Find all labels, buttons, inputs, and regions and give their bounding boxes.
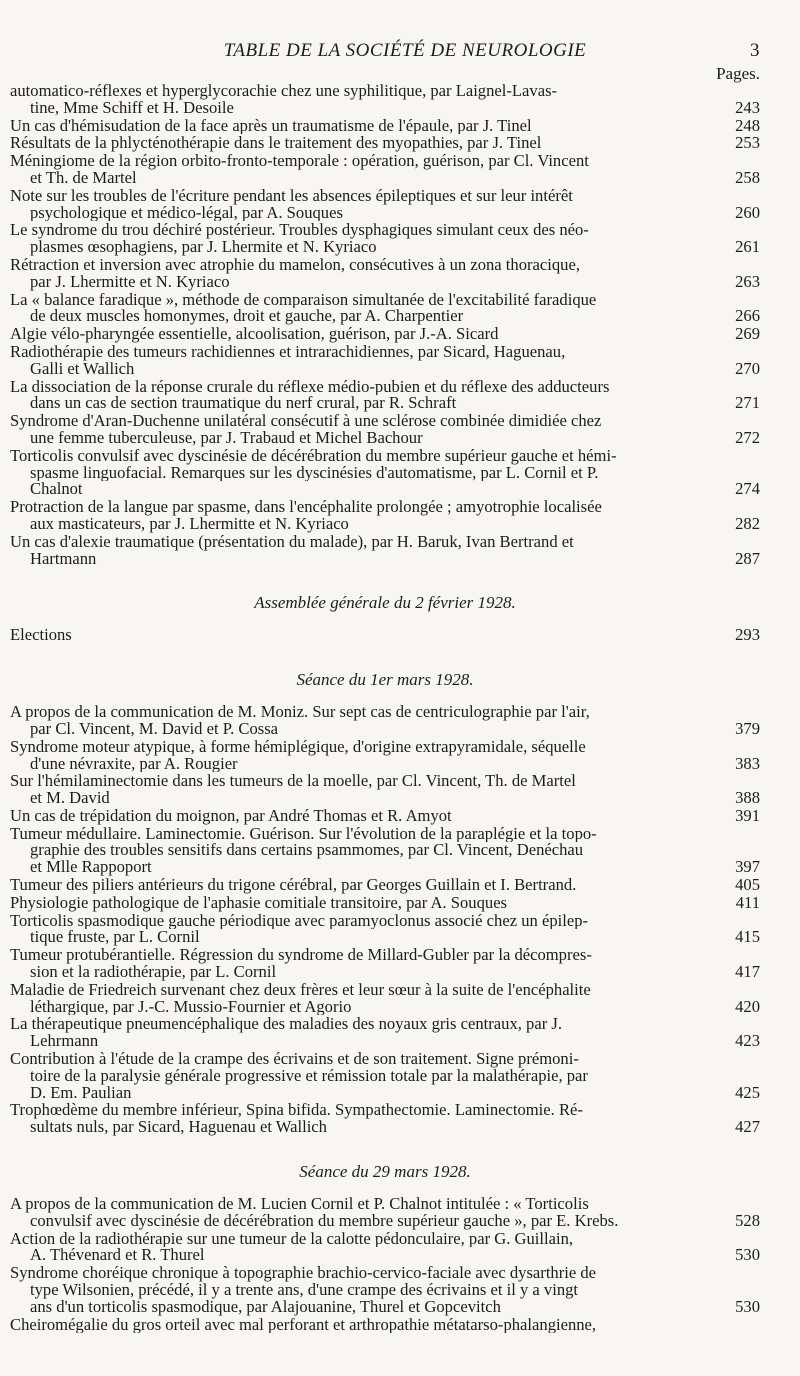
toc-entry-page: 425 [735,1082,760,1102]
toc-entry-line: type Wilsonien, précédé, il y a trente ans, d'une crampe des écrivains et il y a vingt [30,1282,579,1299]
toc-entry-page: 405 [735,875,760,895]
toc-entry-page: 287 [735,548,760,568]
elections-entry [10,627,760,644]
toc-entry-line: psychologique et médico-légal, par A. Souques [30,204,343,222]
toc-entry-line: A propos de la communication de M. Lucien Cornil et P. Chalnot intitulée : « Torticolis [10,1196,589,1213]
toc-entry-line: spasme linguofacial. Remarques sur les dyscinésies d'automatisme, par L. Cornil et P. [30,464,599,482]
toc-entry-line: A propos de la communication de M. Moniz. Sur sept cas de centriculographie par l'air, [10,704,590,721]
toc-entry-line: La dissociation de la réponse crurale du réflexe médio-pubien et du réflexe des adducteurs [10,378,610,396]
toc-entry [10,379,760,413]
toc-entry [10,83,760,117]
entry-list-seance-fevrier [10,83,760,567]
toc-entry-line: Méningiome de la région orbito-fronto-temporale : opération, guérison, par Cl. Vincent [10,153,589,170]
toc-entry-line: Hartmann [30,550,97,568]
toc-entry [10,892,760,912]
toc-entry-page: 411 [735,892,760,912]
toc-entry-line: tique fruste, par L. Cornil [30,929,200,947]
toc-entry-line: tine, Mme Schiff et H. Desoile [30,99,234,117]
toc-entry [10,257,760,291]
toc-entry-page: 261 [735,237,760,257]
toc-entry [10,222,760,256]
toc-entry-page: 248 [735,115,760,135]
toc-entry-line: Physiologie pathologique de l'aphasie comitiale transitoire, par A. Souques [10,894,508,912]
toc-entry [10,913,760,947]
toc-entry-line: Syndrome d'Aran-Duchenne unilatéral consécutif à une sclérose combinée dimidiée chez [10,413,602,430]
entry-list-seance-29-mars [10,1196,760,1333]
toc-entry [10,534,760,568]
toc-entry [10,982,760,1016]
toc-entry-line: et Th. de Martel [30,169,137,187]
pages-column-label: Pages. [716,64,760,83]
toc-entry-line: D. Em. Paulian [30,1084,132,1102]
toc-entry [10,773,760,807]
toc-entry [10,1317,760,1334]
toc-entry-line: Résultats de la phlycténothérapie dans le traitement des myopathies, par J. Tinel [10,135,542,153]
toc-entry-line: Protraction de la langue par spasme, dans l'encéphalite prolongée ; amyotrophie localisée [10,499,602,516]
toc-entry-line: et Mlle Rappoport [30,859,152,877]
toc-entry-line: léthargique, par J.-C. Mussio-Fournier et Agorio [30,998,352,1016]
toc-entry [10,188,760,222]
toc-entry [10,947,760,981]
toc-entry-line: graphie des troubles sensitifs dans certains psammomes, par Cl. Vincent, Denéchau [30,842,584,860]
toc-entry-page: 270 [735,358,760,378]
elections-label: Elections [10,627,72,645]
toc-entry-page: 263 [735,271,760,291]
toc-entry-page: 417 [735,962,760,982]
toc-entry [10,326,760,343]
toc-entry [10,1231,760,1265]
toc-entry-line: de deux muscles homonymes, droit et gauche, par A. Charpentier [30,308,464,326]
toc-entry [10,115,760,135]
toc-entry-line: Note sur les troubles de l'écriture pendant les absences épileptiques et sur leur intérêt [10,187,573,205]
toc-entry [10,805,760,825]
toc-entry-line: et M. David [30,790,110,807]
toc-entry [10,1265,760,1315]
toc-entry-line: Tumeur médullaire. Laminectomie. Guérison. Sur l'évolution de la paraplégie et la topo- [10,825,597,843]
toc-entry-line: Torticolis convulsif avec dyscinésie de décérébration du membre supérieur gauche et hémi- [10,447,617,465]
toc-entry-line: par Cl. Vincent, M. David et P. Cossa [30,720,279,738]
toc-entry-line: Syndrome moteur atypique, à forme hémiplégique, d'origine extrapyramidale, séquelle [10,738,586,756]
toc-entry-line: d'une névraxite, par A. Rougier [30,755,238,773]
toc-entry-line: La « balance faradique », méthode de comparaison simultanée de l'excitabilité faradique [10,291,597,309]
toc-entry-page: 243 [735,97,760,117]
toc-entry-line: Sur l'hémilaminectomie dans les tumeurs de la moelle, par Cl. Vincent, Th. de Martel [10,773,576,791]
page-number: 3 [750,40,760,61]
toc-entry-line: toire de la paralysie générale progressive et rémission totale par la malathérapie, par [30,1067,588,1085]
toc-entry [10,292,760,326]
toc-entry-page: 530 [735,1296,760,1316]
toc-entry [10,1051,760,1101]
toc-entry-page: 266 [735,306,760,326]
toc-entry-line: Un cas de trépidation du moignon, par André Thomas et R. Amyot [10,807,452,825]
toc-entry-line: Contribution à l'étude de la crampe des écrivains et de son traitement. Signe prémoni- [10,1051,579,1068]
toc-entry-line: Le syndrome du trou déchiré postérieur. Troubles dysphagiques simulant ceux des néo- [10,222,589,240]
toc-entry-line: Action de la radiothérapie sur une tumeur de la calotte pédonculaire, par G. Guillain, [10,1230,574,1248]
toc-entry-line: Tumeur des piliers antérieurs du trigone cérébral, par Georges Guillain et I. Bertrand. [10,877,577,894]
toc-entry-page: 388 [735,788,760,808]
toc-entry-line: aux masticateurs, par J. Lhermitte et N. Kyriaco [30,515,349,533]
toc-entry [10,499,760,533]
toc-entry-line: Un cas d'alexie traumatique (présentation du malade), par H. Baruk, Ivan Bertrand et [10,533,574,551]
toc-entry-line: sion et la radiothérapie, par L. Cornil [30,964,277,981]
toc-entry-page: 379 [735,718,760,738]
elections-page: 293 [735,625,760,645]
toc-entry-line: La thérapeutique pneumencéphalique des maladies des noyaux gris centraux, par J. [10,1016,563,1034]
toc-entry-page: 282 [735,513,760,533]
toc-entry-line: Torticolis spasmodique gauche périodique avec paramyoclonus associé chez un épilep- [10,912,589,930]
toc-entry-line: plasmes œsophagiens, par J. Lhermite et N. Kyriaco [30,239,377,256]
toc-entry-page: 269 [735,324,760,344]
toc-entry [10,413,760,447]
section-heading-assemblee: Assemblée générale du 2 février 1928. [254,593,516,613]
running-title: TABLE DE LA SOCIÉTÉ DE NEUROLOGIE [223,40,587,61]
toc-entry-line: Galli et Wallich [30,360,135,378]
toc-entry-line: Algie vélo-pharyngée essentielle, alcoolisation, guérison, par J.-A. Sicard [10,326,499,343]
toc-entry-line: Maladie de Friedreich survenant chez deux frères et leur sœur à la suite de l'encéphalite [10,981,591,999]
toc-entry-page: 391 [735,805,760,825]
toc-entry [10,448,760,498]
toc-entry-line: Rétraction et inversion avec atrophie du mamelon, consécutives à un zona thoracique, [10,256,580,274]
toc-entry [10,739,760,773]
toc-entry-page: 397 [735,857,760,877]
toc-entry-page: 271 [735,393,760,413]
toc-entry-line: automatico-réflexes et hyperglycorachie chez une syphilitique, par Laignel-Lavas- [10,83,558,100]
toc-entry-line: A. Thévenard et R. Thurel [30,1247,205,1265]
toc-entry-page: 420 [735,996,760,1016]
toc-entry-line: convulsif avec dyscinésie de décérébration du membre supérieur gauche », par E. Krebs. [30,1212,619,1230]
toc-entry-line: Cheiromégalie du gros orteil avec mal perforant et arthropathie métatarso-phalangienne, [10,1316,597,1334]
toc-entry [10,135,760,152]
toc-entry-page: 260 [735,202,760,222]
toc-entry-line: Un cas d'hémisudation de la face après un traumatisme de l'épaule, par J. Tinel [10,117,532,135]
toc-entry-line: Tumeur protubérantielle. Régression du syndrome de Millard-Gubler par la décompres- [10,947,592,965]
toc-entry-page: 272 [735,427,760,447]
toc-entry [10,704,760,738]
toc-entry-line: ans d'un torticolis spasmodique, par Alajouanine, Thurel et Gopcevitch [30,1298,501,1316]
toc-entry-line: sultats nuls, par Sicard, Haguenau et Wallich [30,1119,327,1137]
toc-entry [10,1102,760,1136]
toc-entry-line: Trophœdème du membre inférieur, Spina bifida. Sympathectomie. Laminectomie. Ré- [10,1102,583,1120]
toc-entry-page: 530 [735,1245,760,1265]
toc-entry [10,1196,760,1230]
toc-entry-page: 274 [735,479,760,499]
toc-entry-page: 415 [735,927,760,947]
toc-entry-page: 528 [735,1210,760,1230]
toc-entry-page: 427 [735,1117,760,1137]
toc-entry-page: 258 [735,167,760,187]
toc-entry-line: Chalnot [30,481,83,499]
toc-entry-line: une femme tuberculeuse, par J. Trabaud et Michel Bachour [30,429,423,447]
toc-entry [10,826,760,876]
toc-entry-line: Syndrome choréique chronique à topographie brachio-cervico-faciale avec dysarthrie de [10,1265,597,1283]
toc-entry [10,344,760,378]
toc-entry [10,153,760,187]
running-head [10,32,760,61]
toc-entry-page: 383 [735,753,760,773]
section-heading-29-mars: Séance du 29 mars 1928. [299,1162,471,1182]
section-heading-1er-mars: Séance du 1er mars 1928. [296,670,474,690]
toc-entry-page: 423 [735,1031,760,1051]
toc-entry-page: 253 [735,133,760,153]
toc-entry-line: Radiothérapie des tumeurs rachidiennes et intrarachidiennes, par Sicard, Haguenau, [10,343,566,361]
toc-entry [10,1016,760,1050]
entry-list-seance-1er-mars [10,704,760,1136]
toc-entry-line: par J. Lhermitte et N. Kyriaco [30,273,230,291]
toc-entry-line: dans un cas de section traumatique du nerf crural, par R. Schraft [30,395,457,413]
toc-entry [10,877,760,894]
toc-entry-line: Lehrmann [30,1033,99,1051]
